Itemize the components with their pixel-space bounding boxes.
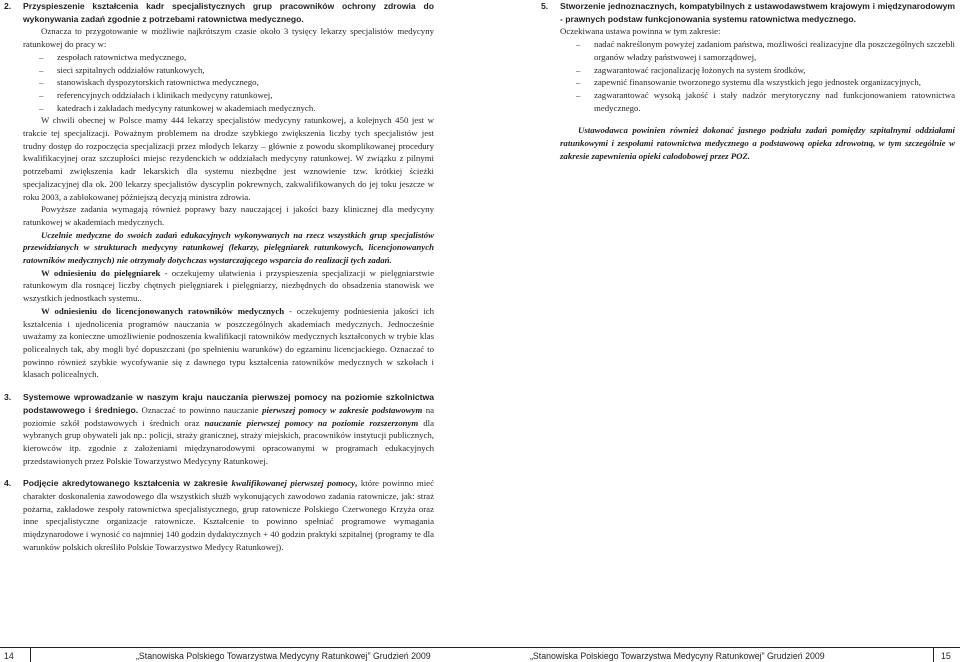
- section-2-paragraph-4: W odniesieniu do pielęgniarek - oczekujemy ułatwienia i przyspieszenia specjalizacji w pielęgniarstwie ratunkowym dla rosnącej liczby chętnych pielęgniarek i pielęgniarzy, niezbędnych do obsadzenia stanowisk we wszystkich jednostkach systemu..: [23, 267, 434, 304]
- section-5-heading-text: Stworzenie jednoznacznych, kompatybilnych z ustawodawstwem krajowym i międzynarodowym - prawnych podstaw funkcjonowania systemu ratownictwa medycznego.: [560, 1, 955, 24]
- section-2-paragraph-3: Uczelnie medyczne do swoich zadań edukacyjnych wykonywanych na rzecz wszystkich grup specjalistów przewidzianych w strukturach medycyny ratunkowej (lekarzy, pielęgniarek ratunkowych, licencjonowanych ratowników medycznych) nie otrzymały dotychczas wystarczającego wsparcia do realizacji tych zadań.: [23, 229, 434, 266]
- section-2-paragraph-5: W odniesieniu do licencjonowanych ratowników medycznych - oczekujemy podniesienia jakości ich kształcenia i ujednolicenia programów nauczania w poszczególnych akademiach medycznych. Jednocześnie uważamy za konieczne umożliwienie podnoszenia kwalifikacji ratowników medycznych kształconych w trybie klas policealnych tak, aby mogli być dopuszczani (po spełnieniu warunków) do egzaminu licencjackiego. Oznaczać to powinno również szybkie wycofywanie się z dawnego typu kształcenia ratowników medycznych w szkołach i klasach policealnych.: [23, 305, 434, 380]
- section-3-number: 3.: [4, 392, 12, 403]
- left-column: [4, 0, 434, 554]
- section-5-heading: [541, 0, 955, 25]
- section-2-number: 2.: [4, 1, 12, 11]
- list-item: – nadać nakreślonym powyżej zadaniom państwa, możliwości realizacyjne dla poszczególnych szczebli organów władzy państwowej i samorządowej,: [576, 39, 955, 62]
- section-4-number: 4.: [4, 478, 12, 489]
- list-item: – zapewnić finansowanie tworzonego systemu dla wszystkich jego jednostek organizacyjnych,: [576, 77, 921, 88]
- page-number-right: 15: [941, 651, 951, 661]
- section-3: [4, 391, 434, 467]
- page-footer: [0, 647, 960, 662]
- footer-separator-left: [30, 647, 31, 662]
- section-2-paragraph-1: W chwili obecnej w Polsce mamy 444 lekarzy specjalistów medycyny ratunkowej, a kolejnych 450 jest w trakcie tej specjalizacji. Poważnym problemem na drodze szybkiego zwiększenia liczby tych specjalistów jest trudny dostęp do rozpoczęcia specjalizacji przez młodych lekarzy – głównie z powodu skomplikowanej procedury kwalifikacyjnej oraz szczupłości miejsc rezydenckich w oddziałach medycyny ratunkowej. W związku z pilnymi potrzebami zwiększenia kadr lekarskich dla systemu niezbędne jest wznowienie tzw. krótkiej ścieżki specjalizacyjnej dla ok. 200 lekarzy specjalistów dyscyplin pokrewnych, zakwalifikowanych do jej toku jeszcze w roku 2003, a zablokowanej późniejszą decyzją ministra zdrowia.: [23, 115, 434, 202]
- footer-title-left: „Stanowiska Polskiego Towarzystwa Medycyny Ratunkowej” Grudzień 2009: [136, 651, 431, 661]
- section-2-heading-text: Przyspieszenie kształcenia kadr specjalistycznych grup pracowników ochrony zdrowia do wykonywania zadań zgodnie z potrzebami ratownictwa medycznego.: [23, 1, 434, 24]
- footer-separator-right: [933, 647, 934, 662]
- right-column: [541, 0, 955, 162]
- section-4-text: Podjęcie akredytowanego kształcenia w zakresie kwalifikowanej pierwszej pomocy, które powinno mieć charakter doskonalenia zawodowego dla wszystkich służb wykonujących zawodowo zadania ratownicze, jak: straż pożarna, zakładowe zespoły ratownictwa specjalistycznego, grup ratownicze Polskiego Czerwonego Krzyża oraz inne specjalistyczne organizacje ratownicze. Kształcenie to powinno spełniać programowe wymagania międzynarodowe i wynosić co najmniej 140 godzin dydaktycznych + 40 godzin praktyki szpitalnej (programy te dla warunków polskich określiło Polskie Towarzystwo Medycy Ratunkowej).: [23, 478, 434, 552]
- list-item: – referencyjnych oddziałach i klinikach medycyny ratunkowej,: [39, 89, 273, 100]
- list-item: – katedrach i zakładach medycyny ratunkowej w akademiach medycznych.: [39, 102, 316, 113]
- list-item: – zagwarantować racjonalizację łożonych na system środków,: [576, 64, 806, 75]
- list-item: – zespołach ratownictwa medycznego,: [39, 51, 187, 62]
- footer-title-right: „Stanowiska Polskiego Towarzystwa Medycyny Ratunkowej” Grudzień 2009: [530, 651, 825, 661]
- section-2-list: [23, 51, 434, 115]
- list-item: – stanowiskach dyspozytorskich ratownictwa medycznego,: [39, 77, 259, 88]
- section-2-body: [4, 25, 434, 381]
- section-5-number: 5.: [541, 1, 549, 11]
- footer-rule: [0, 647, 960, 648]
- section-2-intro: Oznacza to przygotowanie w możliwie najkrótszym czasie około 3 tysięcy lekarzy specjalistów medycyny ratunkowej do pracy w:: [23, 26, 434, 50]
- section-5-intro: Oczekiwana ustawa powinna w tym zakresie:: [560, 26, 721, 37]
- section-2-paragraph-2: Powyższe zadania wymagają również poprawy bazy nauczającej i jakości bazy klinicznej dla medycyny ratunkowej w akademiach medycznych.: [23, 204, 434, 227]
- section-2-heading: [4, 0, 434, 25]
- section-5-list: [560, 38, 955, 114]
- section-5-body: [541, 25, 955, 162]
- section-3-text: Systemowe wprowadzanie w naszym kraju nauczania pierwszej pomocy na poziomie szkolnictwa podstawowego i średniego. Oznaczać to powinno nauczanie pierwszej pomocy w zakresie podstawowym na poziomie szkół podstawowych i średnich oraz nauczanie pierwszej pomocy na poziomie rozszerzonym dla wybranych grup obywateli jak np.: policji, straży granicznej, straży miejskich, pracowników instytucji publicznych, kierowców itp. zgodnie z założeniami międzynarodowymi opracowanymi w programach edukacyjnych przedstawionych przez Polskie Towarzystwo Medycyny Ratunkowej.: [23, 392, 435, 466]
- list-item: – sieci szpitalnych oddziałów ratunkowych,: [39, 64, 205, 75]
- section-4: [4, 477, 434, 553]
- list-item: – zagwarantować wysoką jakość i stały nadzór merytoryczny nad funkcjonowaniem ratownictwa medycznego.: [576, 89, 955, 113]
- section-5-closing: Ustawodawca powinien również dokonać jasnego podziału zadań pomiędzy szpitalnymi oddziałami ratunkowymi i zespołami ratownictwa medycznego a podstawową opieka zdrowotną, w tym szczególnie w zakresie zapewnienia opieki całodobowej przez POZ.: [560, 125, 955, 161]
- page-number-left: 14: [4, 651, 14, 661]
